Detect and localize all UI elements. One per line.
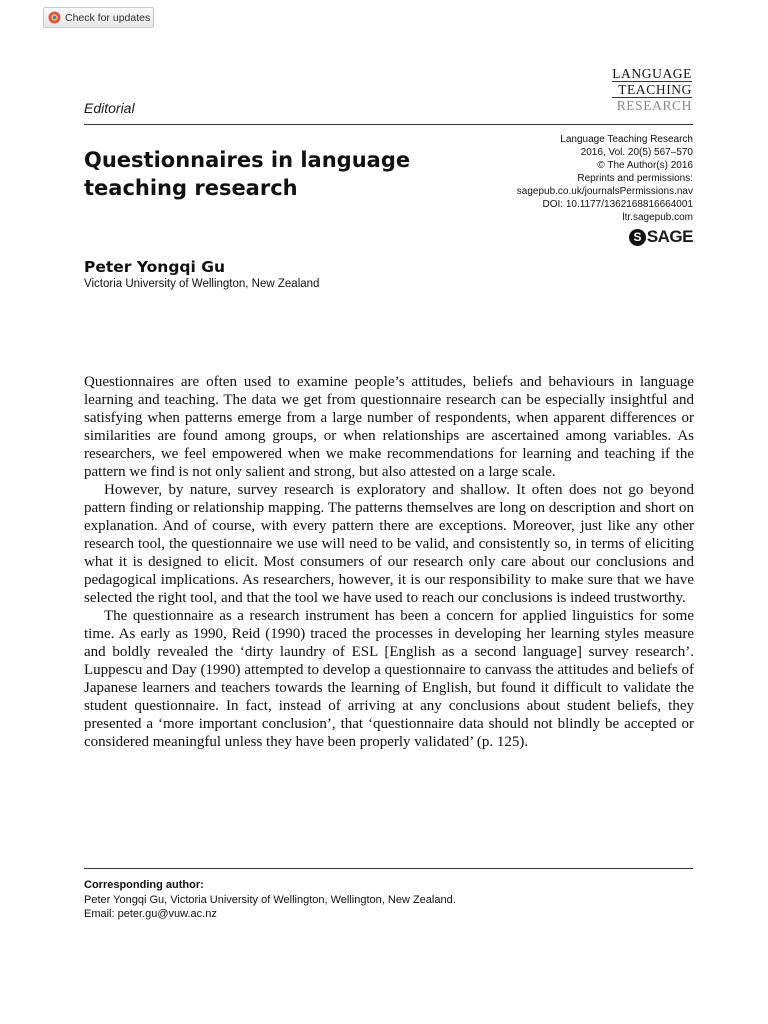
header-divider — [84, 124, 693, 125]
correspondence-block — [84, 878, 456, 922]
sage-name: SAGE — [646, 227, 693, 246]
reprints-label: Reprints and permissions: — [577, 173, 693, 184]
article-title: Questionnaires in language teaching research — [84, 148, 411, 200]
article-body — [84, 373, 694, 751]
author-name: Peter Yongqi Gu — [84, 258, 225, 276]
paragraph-1: Questionnaires are often used to examine people’s attitudes, beliefs and behaviours in language learning and teaching. The data we get from questionnaire research can be especially insightful and satisfying when patterns emerge from a large number of respondents, when apparent differences or similarities are found among groups, or when relationships are ascertained among variables. As researchers, we feel empowered when we make recommendations for learning and teaching if the pattern we find is not only salient and strong, but also attested on a large scale. — [84, 374, 694, 480]
check-for-updates-button[interactable] — [43, 7, 154, 28]
reprints-link[interactable]: sagepub.co.uk/journalsPermissions.nav — [516, 186, 693, 197]
paragraph-3: The questionnaire as a research instrument has been a concern for applied linguistics for some time. As early as 1990, Reid (1990) traced the processes in developing her learning styles measure and boldly revealed the ‘dirty laundry of ESL [English as a second language] survey research’. Luppescu and Day (1990) attempted to develop a questionnaire to canvass the attitudes and beliefs of Japanese learners and teachers towards the learning of English, but found it difficult to validate the student questionnaire. In fact, instead of arriving at any conclusions about student beliefs, they presented a ‘more important conclusion’, that ‘questionnaire data should not blindly be accepted or considered meaningful unless they have been properly validated’ (p. 125). — [84, 608, 694, 750]
corresponding-author-email[interactable]: Email: peter.gu@vuw.ac.nz — [84, 908, 217, 920]
copyright: © The Author(s) 2016 — [597, 160, 693, 171]
corresponding-author-address: Peter Yongqi Gu, Victoria University of Wellington, Wellington, New Zealand. — [84, 893, 456, 906]
journal-name: Language Teaching Research — [560, 134, 693, 145]
journal-logo-line-2: TEACHING — [612, 81, 692, 97]
footnote-divider — [84, 868, 693, 869]
publication-info — [517, 133, 693, 224]
corresponding-author-label: Corresponding author: — [84, 879, 204, 891]
journal-logo-line-1: LANGUAGE — [612, 66, 692, 81]
crossmark-icon — [48, 11, 61, 24]
sage-logo — [629, 227, 693, 247]
paragraph-2: However, by nature, survey research is exploratory and shallow. It often does not go beyond pattern finding or relationship mapping. The patterns themselves are long on description and short on explanation. And of course, with every pattern there are exceptions. Moreover, just like any other research tool, the questionnaire we use will need to be valid, and consistently so, in terms of eliciting what it is designed to elicit. Most consumers of our research only care about our conclusions and pedagogical implications. As researchers, however, it is our responsibility to make sure that we have selected the right tool, and that the tool we have used to reach our conclusions is indeed trustworthy. — [84, 482, 694, 606]
section-label: Editorial — [84, 100, 135, 116]
author-affiliation: Victoria University of Wellington, New Zealand — [84, 278, 320, 290]
journal-site-link[interactable]: ltr.sagepub.com — [622, 212, 693, 223]
doi[interactable]: DOI: 10.1177/1362168816664001 — [542, 199, 693, 210]
journal-logo-line-3: RESEARCH — [612, 97, 692, 113]
journal-logo — [612, 66, 692, 113]
volume-info: 2016, Vol. 20(5) 567–570 — [580, 147, 693, 158]
sage-mark-icon: S — [629, 229, 646, 246]
check-for-updates-label: Check for updates — [65, 11, 151, 24]
